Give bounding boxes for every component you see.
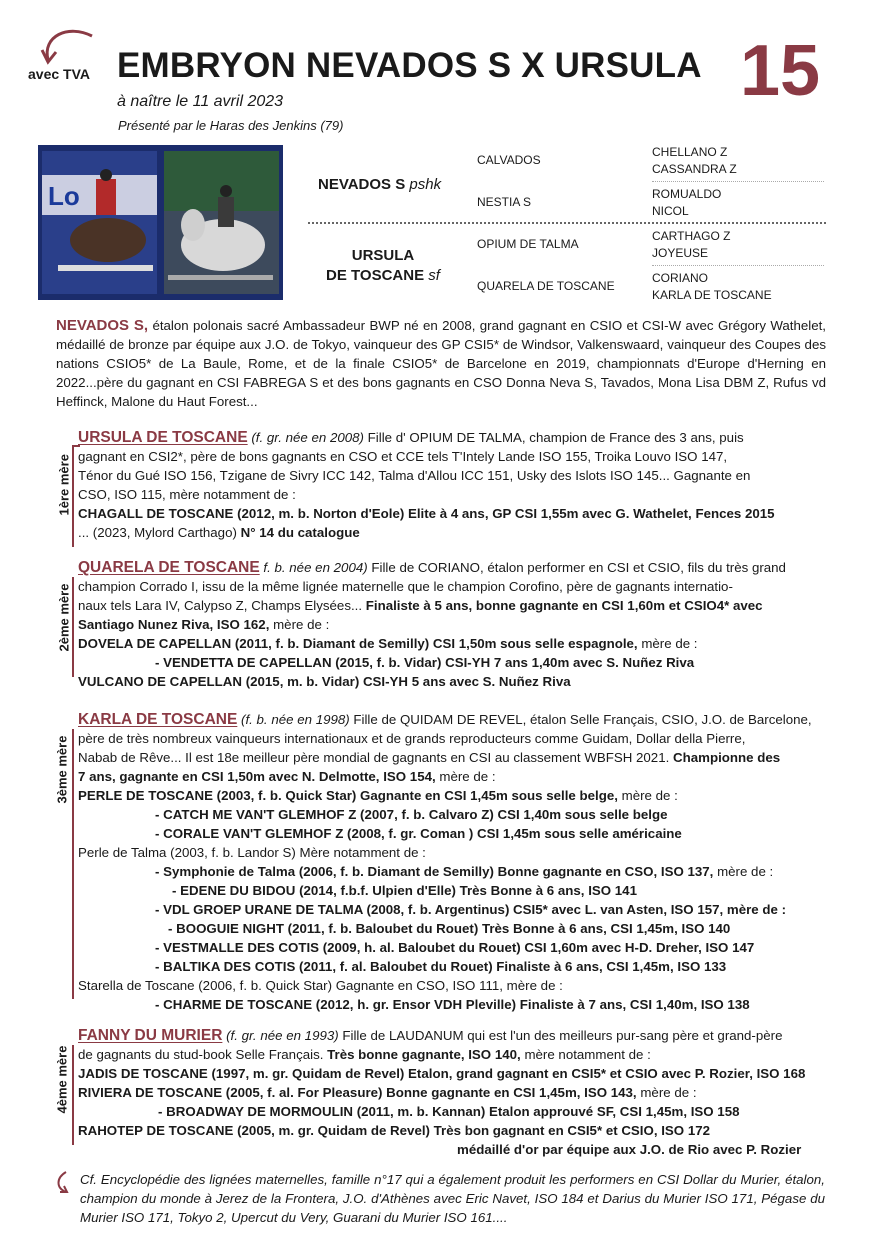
footnote: Cf. Encyclopédie des lignées maternelles, famille n°17 qui a également produit les performers en CSI Dollar du Murier, étalon, champion du monde à Jerez de la Frontera, J.O. d'Athènes avec Eric Navet, ISO 184 et Darius du Murier ISO 171, Pégase du Murier ISO 171, Tokyo 2, Upercut du Very, Guarani du Murier ISO 161.... — [80, 1172, 825, 1225]
return-arrow-icon — [52, 1170, 74, 1196]
dam-3-line: - CHARME DE TOSCANE (2012, h. gr. Ensor VDH Pleville) Finaliste à 7 ans, CSI 1,40m, ISO 138 — [155, 997, 750, 1012]
dam-2-line: naux tels Lara IV, Calypso Z, Champs Elysées... Finaliste à 5 ans, bonne gagnante en CSI 1,60m et CSIO4* avec — [78, 598, 763, 613]
pedigree-g3: CARTHAGO Z — [652, 229, 731, 243]
pedigree-dam: URSULA DE TOSCANE sf — [326, 247, 440, 284]
dam-3-line: - CATCH ME VAN'T GLEMHOF Z (2007, f. b. Calvaro Z) CSI 1,40m sous selle belge — [155, 807, 668, 822]
dam-1-line: Ténor du Gué ISO 156, Tzigane de Sivry ICC 142, Talma d'Allou ICC 151, Usky des Islots ISO 145... Gagnante en — [78, 468, 751, 483]
pedigree-g3: ROMUALDO — [652, 187, 722, 201]
pedigree-sire: NEVADOS S pshk — [318, 176, 442, 193]
dam-2-line: champion Corrado I, issu de la même lignée maternelle que le champion Corofino, père de gagnants internatio- — [78, 579, 733, 594]
presented-by: Présenté par le Haras des Jenkins (79) — [118, 118, 344, 133]
dam-3-line: Perle de Talma (2003, f. b. Landor S) Mère notamment de : — [78, 845, 426, 860]
generation-label: 2ème mère — [56, 583, 72, 652]
dam-1-line: CSO, ISO 115, mère notamment de : — [78, 487, 296, 502]
dam-4-line: JADIS DE TOSCANE (1997, m. gr. Quidam de Revel) Etalon, grand gagnant en CSI5* et CSIO avec P. Rozier, ISO 168 — [78, 1066, 806, 1081]
pedigree-g3: CORIANO — [652, 271, 709, 285]
dam-4-line: FANNY DU MURIER (f. gr. née en 1993) Fille de LAUDANUM qui est l'un des meilleurs pur-sang père et grand-père — [78, 1027, 783, 1044]
birth-date: à naître le 11 avril 2023 — [117, 93, 284, 110]
dam-1-line: CHAGALL DE TOSCANE (2012, m. b. Norton d'Eole) Elite à 4 ans, GP CSI 1,55m avec G. Wathelet, Fences 2015 — [78, 506, 775, 521]
lot-number: 15 — [740, 31, 821, 111]
dam-3-line: père de très nombreux vainqueurs internationaux et de grands reproducteurs comme Guidam, Dollar della Pierre, — [78, 731, 746, 746]
dam-2-line: VULCANO DE CAPELLAN (2015, m. b. Vidar) CSI-YH 5 ans avec S. Nuñez Riva — [78, 674, 571, 689]
pedigree-g3: JOYEUSE — [652, 246, 709, 260]
dam-3-line: - EDENE DU BIDOU (2014, f.b.f. Ulpien d'Elle) Très Bonne à 6 ans, ISO 141 — [172, 883, 637, 898]
dam-4-line: RIVIERA DE TOSCANE (2005, f. al. For Pleasure) Bonne gagnante en CSI 1,45m, ISO 143, mère de : — [78, 1085, 697, 1100]
dam-3-line: - BOOGUIE NIGHT (2011, f. b. Baloubet du Rouet) Très Bonne à 6 ans, CSI 1,45m, ISO 140 — [168, 921, 731, 936]
tva-label: avec TVA — [28, 66, 90, 82]
pedigree-dam-dam: QUARELA DE TOSCANE — [477, 279, 615, 293]
pedigree-dam-sire: OPIUM DE TALMA — [477, 237, 579, 251]
sire-description: NEVADOS S, étalon polonais sacré Ambassadeur BWP né en 2008, grand gagnant en CSIO et CSI-W avec Grégory Wathelet, médaillé de bronze par équipe aux J.O. de Tokyo, vainqueur des GP CSI5* de Windsor, Valkenswaard, vainqueur des Coupes des nations CSIO5* de La Baule, Rome, et de la finale CSIO5* de Barcelone en 2019, championnats d'Europe d'Herning en 2022...père du gagnant en CSI FABREGA S et des bons gagnants en CSO Donna Neva S, Tavados, Mona Lisa DBM Z, Rufus vd Heffinck, Malone du Haut Forest... — [56, 317, 827, 409]
curved-arrow-icon — [38, 22, 98, 68]
dam-2-line: DOVELA DE CAPELLAN (2011, f. b. Diamant de Semilly) CSI 1,50m sous selle espagnole, mère de : — [78, 636, 698, 651]
dam-3-line: - CORALE VAN'T GLEMHOF Z (2008, f. gr. Coman ) CSI 1,45m sous selle américaine — [155, 826, 682, 841]
dam-3-line: 7 ans, gagnante en CSI 1,50m avec N. Delmotte, ISO 154, mère de : — [78, 769, 496, 784]
dam-3-line: - BALTIKA DES COTIS (2011, f. al. Baloubet du Rouet) Finaliste à 6 ans, CSI 1,45m, ISO 133 — [155, 959, 727, 974]
section-rule — [72, 447, 74, 547]
dam-4-line: de gagnants du stud-book Selle Français. Très bonne gagnante, ISO 140, mère notamment de : — [78, 1047, 651, 1062]
dam-1-line: gagnant en CSI2*, père de bons gagnants en CSO et CCE tels T'Intely Lande ISO 155, Troika Louvo ISO 147, — [78, 449, 728, 464]
pedigree-g3: CHELLANO Z — [652, 145, 728, 159]
dam-4-line: médaillé d'or par équipe aux J.O. de Rio avec P. Rozier — [457, 1142, 802, 1157]
pedigree-g3: CASSANDRA Z — [652, 162, 737, 176]
dam-3-line: Starella de Toscane (2006, f. b. Quick Star) Gagnante en CSO, ISO 111, mère de : — [78, 978, 563, 993]
pedigree-divider — [652, 265, 824, 266]
section-rule — [72, 729, 74, 999]
pedigree-sire-sire: CALVADOS — [477, 153, 541, 167]
dam-3-line: - Symphonie de Talma (2006, f. b. Diamant de Semilly) Bonne gagnante en CSO, ISO 137, mère de : — [155, 864, 774, 879]
dam-1-line: URSULA DE TOSCANE (f. gr. née en 2008) Fille d' OPIUM DE TALMA, champion de France des 3 ans, puis — [78, 429, 744, 446]
dam-4-line: RAHOTEP DE TOSCANE (2005, m. gr. Quidam de Revel) Très bon gagnant en CSI5* et CSIO, ISO 172 — [78, 1123, 711, 1138]
dam-3-line: - VESTMALLE DES COTIS (2009, h. al. Baloubet du Rouet) CSI 1,60m avec H-D. Dreher, ISO 147 — [155, 940, 755, 955]
dam-2-line: QUARELA DE TOSCANE f. b. née en 2004) Fille de CORIANO, étalon performer en CSI et CSIO, fils du très grand — [78, 559, 786, 576]
horse-photos — [38, 145, 283, 300]
dam-4-line: - BROADWAY DE MORMOULIN (2011, m. b. Kannan) Etalon approuvé SF, CSI 1,45m, ISO 158 — [158, 1104, 740, 1119]
dam-3-line: - VDL GROEP URANE DE TALMA (2008, f. b. Argentinus) CSI5* avec L. van Asten, ISO 157, mère de : — [155, 902, 787, 917]
pedigree-divider — [652, 181, 824, 182]
dam-2-line: - VENDETTA DE CAPELLAN (2015, f. b. Vidar) CSI-YH 7 ans 1,40m avec S. Nuñez Riva — [155, 655, 695, 670]
pedigree-g3: KARLA DE TOSCANE — [652, 288, 772, 302]
dam-2-line: Santiago Nunez Riva, ISO 162, mère de : — [78, 617, 330, 632]
generation-label: 4ème mère — [54, 1045, 70, 1114]
section-rule — [72, 577, 74, 677]
generation-label: 3ème mère — [54, 735, 70, 804]
pedigree-g3: NICOL — [652, 204, 689, 218]
page-title: EMBRYON NEVADOS S X URSULA — [117, 46, 702, 85]
dam-1-line: ... (2023, Mylord Carthago) N° 14 du catalogue — [78, 525, 360, 540]
section-rule — [72, 1045, 74, 1145]
dam-3-line: Nabab de Rêve... Il est 18e meilleur père mondial de gagnants en CSI au classement WBFSH 2021. Championne des — [78, 750, 781, 765]
pedigree-divider — [308, 222, 826, 224]
dam-3-line: KARLA DE TOSCANE (f. b. née en 1998) Fille de QUIDAM DE REVEL, étalon Selle Français, CSIO, J.O. de Barcelone, — [78, 711, 812, 728]
svg-text:Lo: Lo — [48, 181, 80, 211]
generation-label: 1ère mère — [56, 454, 72, 516]
pedigree-sire-dam: NESTIA S — [477, 195, 532, 209]
dam-3-line: PERLE DE TOSCANE (2003, f. b. Quick Star) Gagnante en CSI 1,45m sous selle belge, mère de : — [78, 788, 678, 803]
